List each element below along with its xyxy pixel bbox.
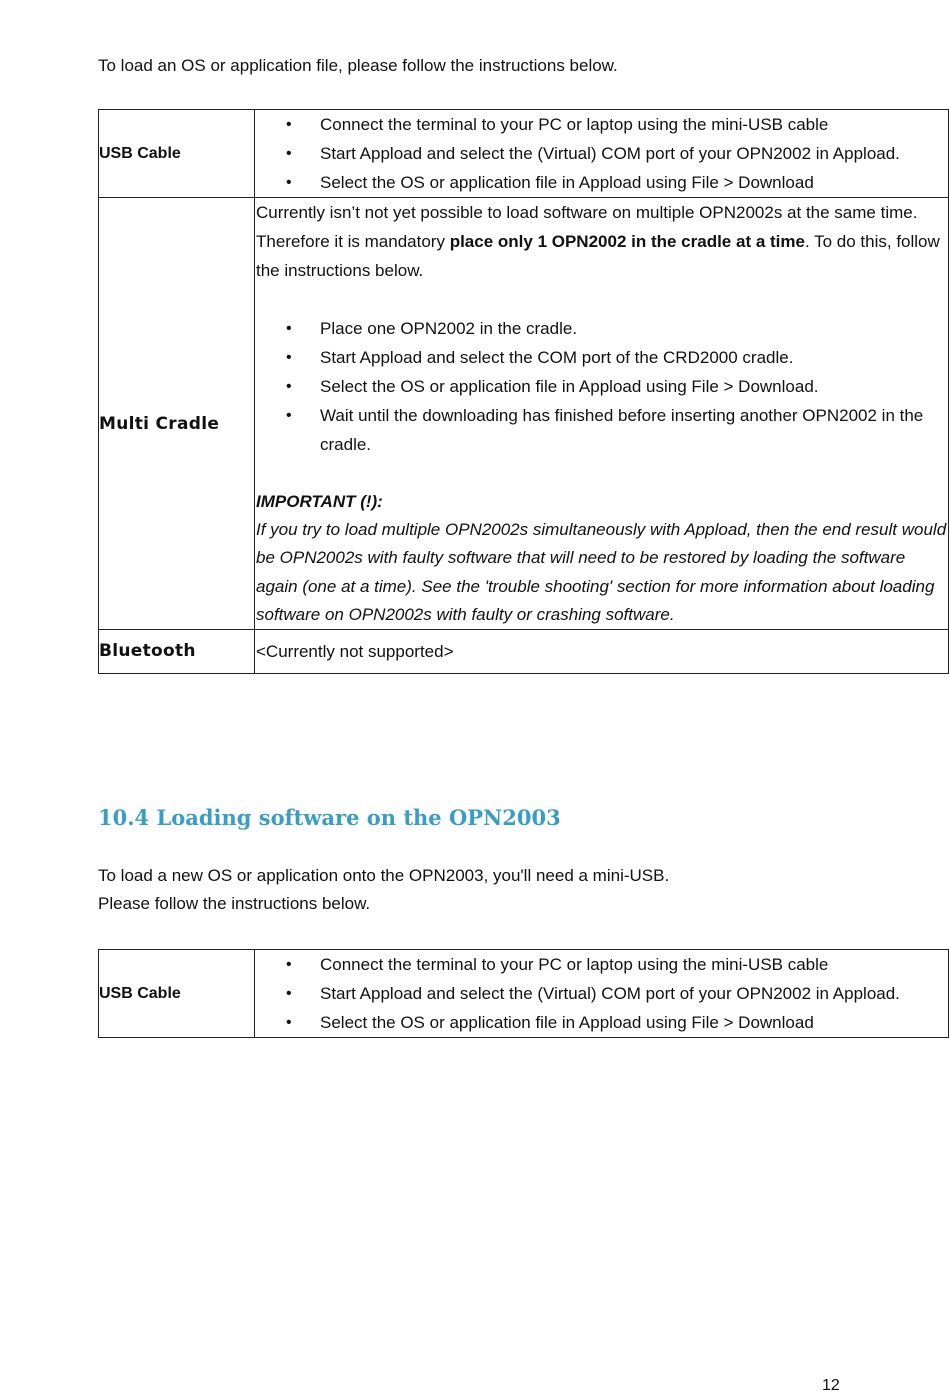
bullet-icon: •	[286, 320, 292, 337]
table-row-usb-cable	[99, 110, 949, 198]
loading-methods-table-opn2003	[98, 949, 949, 1038]
table-row-bluetooth	[99, 630, 949, 674]
bullet-icon: •	[286, 145, 292, 162]
row-label-multi-cradle: Multi Cradle	[99, 198, 255, 630]
row-content-bluetooth	[255, 630, 949, 674]
row-label-usb-cable: USB Cable	[99, 950, 255, 1038]
section-intro: To load a new OS or application onto the OPN2003, you'll need a mini-USB. Please follow the instructions below.	[98, 866, 670, 913]
bullet-icon: •	[286, 349, 292, 366]
bullet-icon: •	[286, 174, 292, 191]
page-number: 12	[822, 1377, 840, 1394]
list-item: • Place one OPN2002 in the cradle.	[255, 314, 948, 343]
usb-cable-steps	[255, 950, 948, 1037]
list-item: • Select the OS or application file in Appload using File > Download	[255, 1008, 948, 1037]
row-content-usb-cable	[255, 110, 949, 198]
important-text: If you try to load multiple OPN2002s simultaneously with Appload, then the end result would be OPN2002s with faulty software that will need to be restored by loading the software again (one at a time). See the 'trouble shooting' section for more information about loading software on OPN2002s with faulty or crashing software.	[256, 520, 947, 624]
row-label-bluetooth: Bluetooth	[99, 630, 255, 674]
bluetooth-status: <Currently not supported>	[256, 642, 454, 662]
bullet-icon: •	[286, 1014, 292, 1031]
multi-cradle-intro: Currently isn’t not yet possible to load software on multiple OPN2002s at the same time. Therefore it is mandatory place only 1 OPN2002 in the cradle at a time. To do this, follow the instructions below.	[256, 203, 940, 280]
list-item: • Wait until the downloading has finished before inserting another OPN2002 in the cradle.	[255, 401, 948, 459]
usb-cable-steps	[255, 110, 948, 197]
list-item: • Start Appload and select the (Virtual) COM port of your OPN2002 in Appload.	[255, 139, 948, 168]
table-row-multi-cradle	[99, 198, 949, 630]
multi-cradle-steps	[255, 314, 948, 459]
intro-paragraph: To load an OS or application file, please follow the instructions below.	[98, 56, 618, 75]
list-item: • Start Appload and select the (Virtual) COM port of your OPN2002 in Appload.	[255, 979, 948, 1008]
list-item: • Connect the terminal to your PC or laptop using the mini-USB cable	[255, 950, 948, 979]
row-label-usb-cable: USB Cable	[99, 110, 255, 198]
loading-methods-table-opn2002	[98, 109, 949, 674]
row-content-usb-cable	[255, 950, 949, 1038]
list-item: • Start Appload and select the COM port of the CRD2000 cradle.	[255, 343, 948, 372]
list-item: • Select the OS or application file in Appload using File > Download	[255, 168, 948, 197]
table-row-usb-cable	[99, 950, 949, 1038]
list-item: • Connect the terminal to your PC or laptop using the mini-USB cable	[255, 110, 948, 139]
bullet-icon: •	[286, 956, 292, 973]
row-content-multi-cradle	[255, 198, 949, 630]
bullet-icon: •	[286, 378, 292, 395]
bullet-icon: •	[286, 407, 292, 424]
section-heading: 10.4 Loading software on the OPN2003	[98, 805, 561, 830]
important-title: IMPORTANT (!):	[256, 492, 383, 511]
list-item: • Select the OS or application file in Appload using File > Download.	[255, 372, 948, 401]
bullet-icon: •	[286, 985, 292, 1002]
bullet-icon: •	[286, 116, 292, 133]
mandatory-note: place only 1 OPN2002 in the cradle at a time	[449, 232, 805, 251]
